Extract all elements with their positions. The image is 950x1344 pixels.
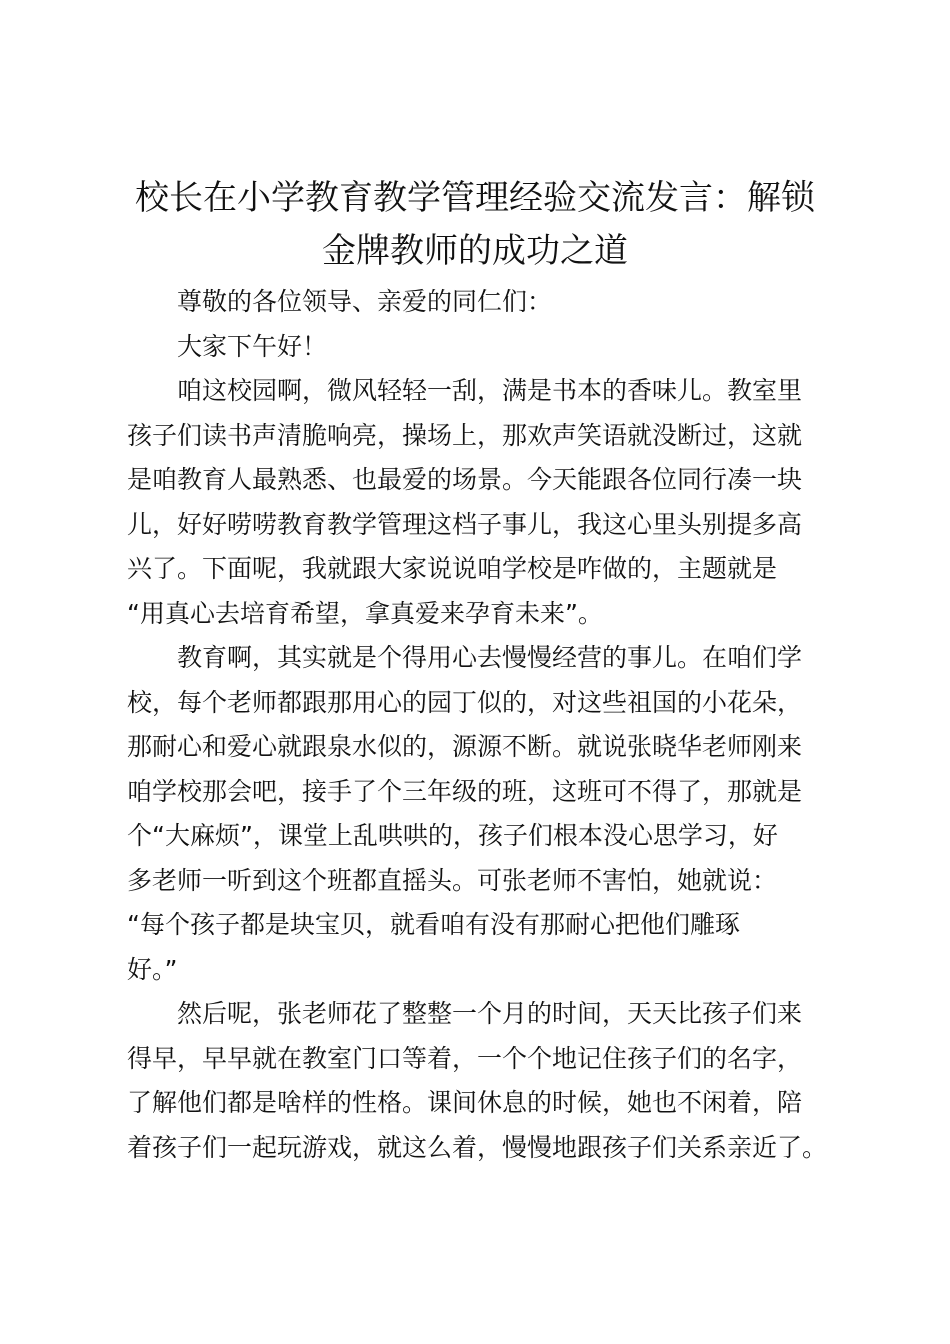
- teacher-story-paragraph: [127, 636, 847, 992]
- salutation-paragraph: [127, 280, 847, 325]
- text-line: 兴了。下面呢，我就跟大家说说咱学校是咋做的，主题就是: [127, 554, 778, 583]
- text-line: 校，每个老师都跟那用心的园丁似的，对这些祖国的小花朵，: [127, 687, 803, 717]
- text-line: 咱学校那会吧，接手了个三年级的班，这班可不得了，那就是: [127, 776, 803, 806]
- title-line: 校长在小学教育教学管理经验交流发言：解锁: [135, 178, 815, 218]
- document-body: [127, 280, 847, 1170]
- text-line: 那耐心和爱心就跟泉水似的，源源不断。就说张晓华老师刚来: [127, 732, 803, 761]
- document-title: [60, 172, 890, 278]
- text-line: 是咱教育人最熟悉、也最爱的场景。今天能跟各位同行凑一块: [127, 465, 803, 494]
- text-line: 多老师一听到这个班都直摇头。可张老师不害怕，她就说：: [127, 865, 778, 895]
- text-line: 儿，好好唠唠教育教学管理这档子事儿，我这心里头别提多高: [127, 509, 803, 539]
- intro-paragraph: [127, 369, 847, 636]
- greeting-paragraph: [127, 325, 847, 370]
- text-line: 尊敬的各位领导、亲爱的同仁们：: [177, 287, 553, 316]
- title-line: 金牌教师的成功之道: [322, 231, 628, 271]
- followup-paragraph: [127, 992, 847, 1170]
- text-line: 咱这校园啊，微风轻轻一刮，满是书本的香味儿。教室里: [177, 376, 803, 405]
- text-line: 个“大麻烦”，课堂上乱哄哄的，孩子们根本没心思学习，好: [127, 821, 778, 850]
- text-line: 教育啊，其实就是个得用心去慢慢经营的事儿。在咱们学: [177, 643, 803, 672]
- text-line: 然后呢，张老师花了整整一个月的时间，天天比孩子们来: [177, 999, 803, 1028]
- text-line: 着孩子们一起玩游戏，就这么着，慢慢地跟孩子们关系亲近了。: [127, 1132, 828, 1162]
- text-line: 孩子们读书声清脆响亮，操场上，那欢声笑语就没断过，这就: [127, 420, 803, 450]
- text-line: 好。”: [127, 954, 178, 984]
- text-line: “每个孩子都是块宝贝，就看咱有没有那耐心把他们雕琢: [127, 910, 740, 939]
- text-line: 得早，早早就在教室门口等着，一个个地记住孩子们的名字，: [127, 1043, 803, 1073]
- text-line: 了解他们都是啥样的性格。课间休息的时候，她也不闲着，陪: [127, 1088, 803, 1117]
- text-line: “用真心去培育希望，拿真爱来孕育未来”。: [127, 598, 603, 628]
- text-line: 大家下午好！: [177, 331, 328, 361]
